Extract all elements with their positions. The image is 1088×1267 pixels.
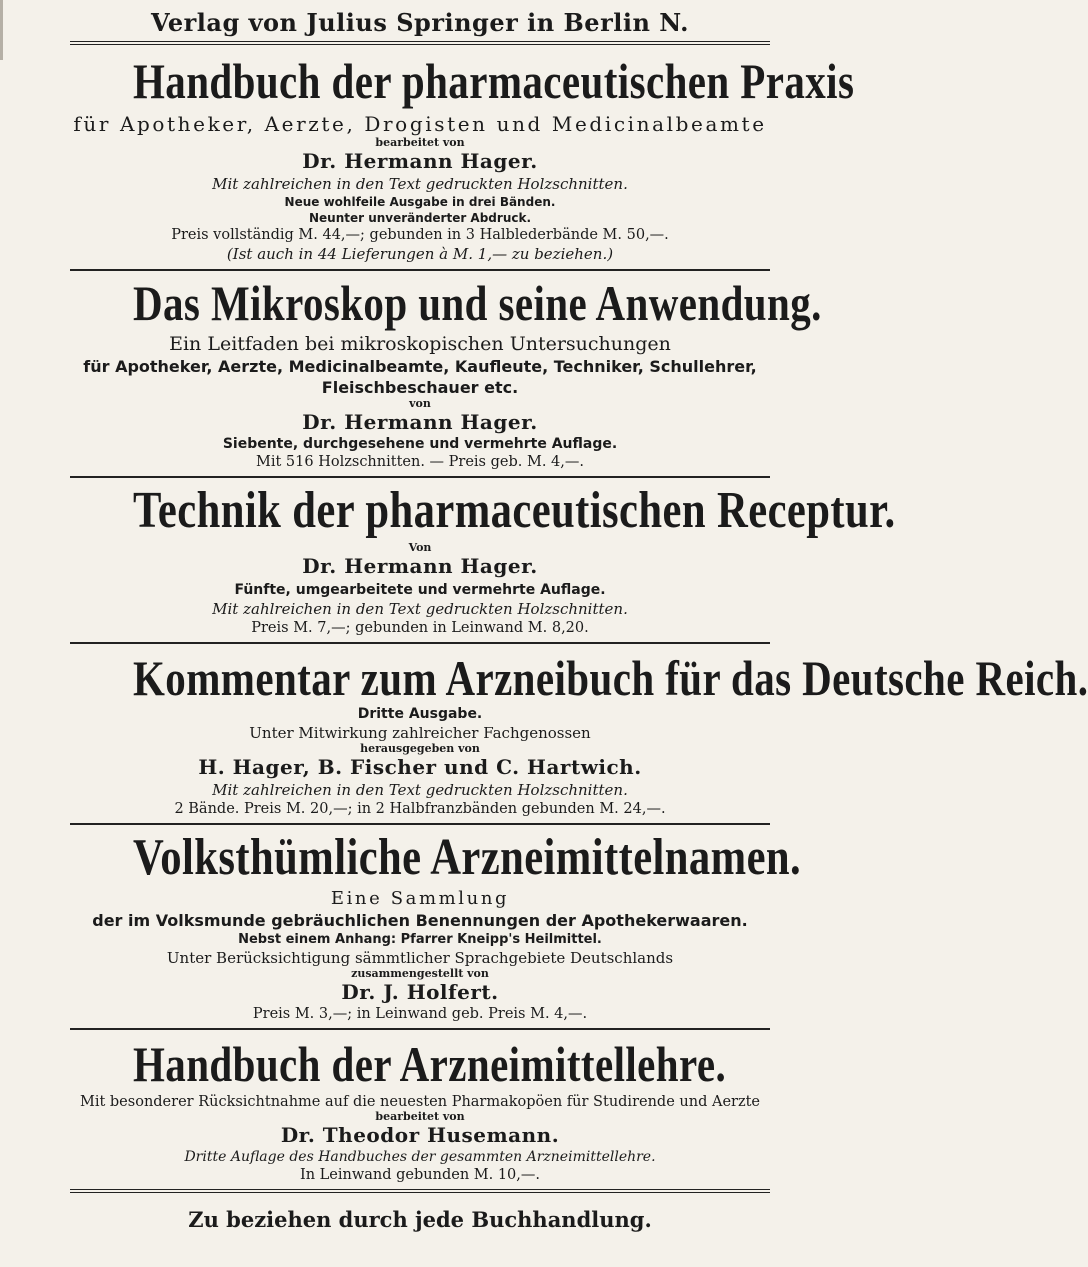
book-author: Dr. Theodor Husemann. [280, 1123, 560, 1148]
audience-line: Fleischbeschauer etc. [321, 378, 519, 397]
illustrations-note: Mit zahlreichen in den Text gedruckten Holzschnitten. [212, 174, 628, 193]
price-line: Preis M. 3,—; in Leinwand geb. Preis M. 4,—. [252, 1005, 588, 1022]
price-line: Preis M. 7,—; gebunden in Leinwand M. 8,20. [251, 619, 589, 636]
divider [70, 269, 770, 271]
bearbeitet-label: bearbeitet von [375, 1110, 465, 1124]
divider [70, 823, 770, 825]
appendix-note: Nebst einem Anhang: Pfarrer Kneipp's Heilmittel. [238, 931, 602, 947]
book-title: Handbuch der Arzneimittellehre. [133, 1035, 727, 1092]
book-title: Kommentar zum Arzneibuch für das Deutsche Reich. [133, 649, 1088, 706]
price-line: 2 Bände. Preis M. 20,—; in 2 Halbfranzbänden gebunden M. 24,—. [174, 801, 666, 818]
book-subtitle: Eine Sammlung [330, 887, 510, 909]
edition-note: Siebente, durchgesehene und vermehrte Auflage. [222, 436, 618, 452]
von-label: von [409, 397, 431, 410]
book-author: Dr. J. Holfert. [341, 979, 499, 1004]
book-title: Handbuch der pharmaceutischen Praxis [133, 53, 855, 109]
book-subtitle: für Apotheker, Aerzte, Drogisten und Medicinalbeamte [73, 111, 767, 136]
book-kommentar [70, 649, 1088, 818]
price-line: Preis vollständig M. 44,—; gebunden in 3 Halblederbände M. 50,—. [171, 226, 669, 243]
bearbeitet-label: bearbeitet von [375, 135, 465, 149]
audience-line: für Apotheker, Aerzte, Medicinalbeamte, Kaufleute, Techniker, Schullehrer, [83, 357, 757, 376]
delivery-note: (Ist auch in 44 Lieferungen à M. 1,— zu beziehen.) [226, 244, 614, 263]
book-title: Volksthümliche Arzneimittelnamen. [133, 829, 802, 887]
illustrations-note: Mit zahlreichen in den Text gedruckten Holzschnitten. [212, 781, 628, 800]
book-subtitle: Ein Leitfaden bei mikroskopischen Untersuchungen [169, 333, 671, 355]
advertisement [70, 0, 1088, 1233]
price-line: Mit 516 Holzschnitten. — Preis geb. M. 4,—. [256, 454, 584, 470]
collab-note: Unter Mitwirkung zahlreicher Fachgenossen [249, 724, 591, 743]
book-hager-praxis [70, 53, 855, 263]
herausgegeben-label: herausgegeben von [360, 742, 480, 756]
divider [70, 1189, 770, 1193]
book-title: Das Mikroskop und seine Anwendung. [133, 274, 822, 331]
publisher-header: Verlag von Julius Springer in Berlin N. [150, 8, 690, 37]
book-author: Dr. Hermann Hager. [302, 410, 538, 434]
edition-note: Dritte Ausgabe. [357, 706, 483, 723]
book-author: Dr. Hermann Hager. [302, 553, 538, 578]
book-volksthuemliche [70, 829, 802, 1022]
divider [70, 41, 770, 45]
edition-note: Dritte Auflage des Handbuches der gesammten Arzneimittellehre. [184, 1149, 656, 1166]
page-edge [0, 0, 3, 60]
illustrations-note: Mit zahlreichen in den Text gedruckten Holzschnitten. [212, 599, 628, 618]
book-receptur [70, 482, 896, 636]
divider [70, 642, 770, 644]
consideration-note: Unter Berücksichtigung sämmtlicher Sprachgebiete Deutschlands [166, 948, 674, 967]
reprint-note: Neunter unveränderter Abdruck. [308, 210, 532, 225]
book-arzneimittellehre [70, 1035, 770, 1184]
book-mikroskop [70, 274, 822, 471]
divider [70, 476, 770, 478]
book-title: Technik der pharmaceutischen Receptur. [133, 482, 896, 539]
edition-note: Neue wohlfeile Ausgabe in drei Bänden. [284, 194, 556, 209]
von-label: Von [408, 540, 432, 554]
footer-note: Zu beziehen durch jede Buchhandlung. [188, 1207, 652, 1233]
book-subtitle: Mit besonderer Rücksichtnahme auf die neuesten Pharmakopöen für Studirende und Aerzte [79, 1094, 760, 1111]
compiled-label: zusammengestellt von [351, 966, 489, 980]
book-description: der im Volksmunde gebräuchlichen Benennungen der Apothekerwaaren. [92, 910, 748, 930]
book-author: Dr. Hermann Hager. [302, 148, 538, 173]
edition-note: Fünfte, umgearbeitete und vermehrte Auflage. [234, 581, 606, 598]
divider [70, 1028, 770, 1030]
book-authors: H. Hager, B. Fischer und C. Hartwich. [198, 755, 642, 780]
price-line: In Leinwand gebunden M. 10,—. [299, 1167, 540, 1184]
